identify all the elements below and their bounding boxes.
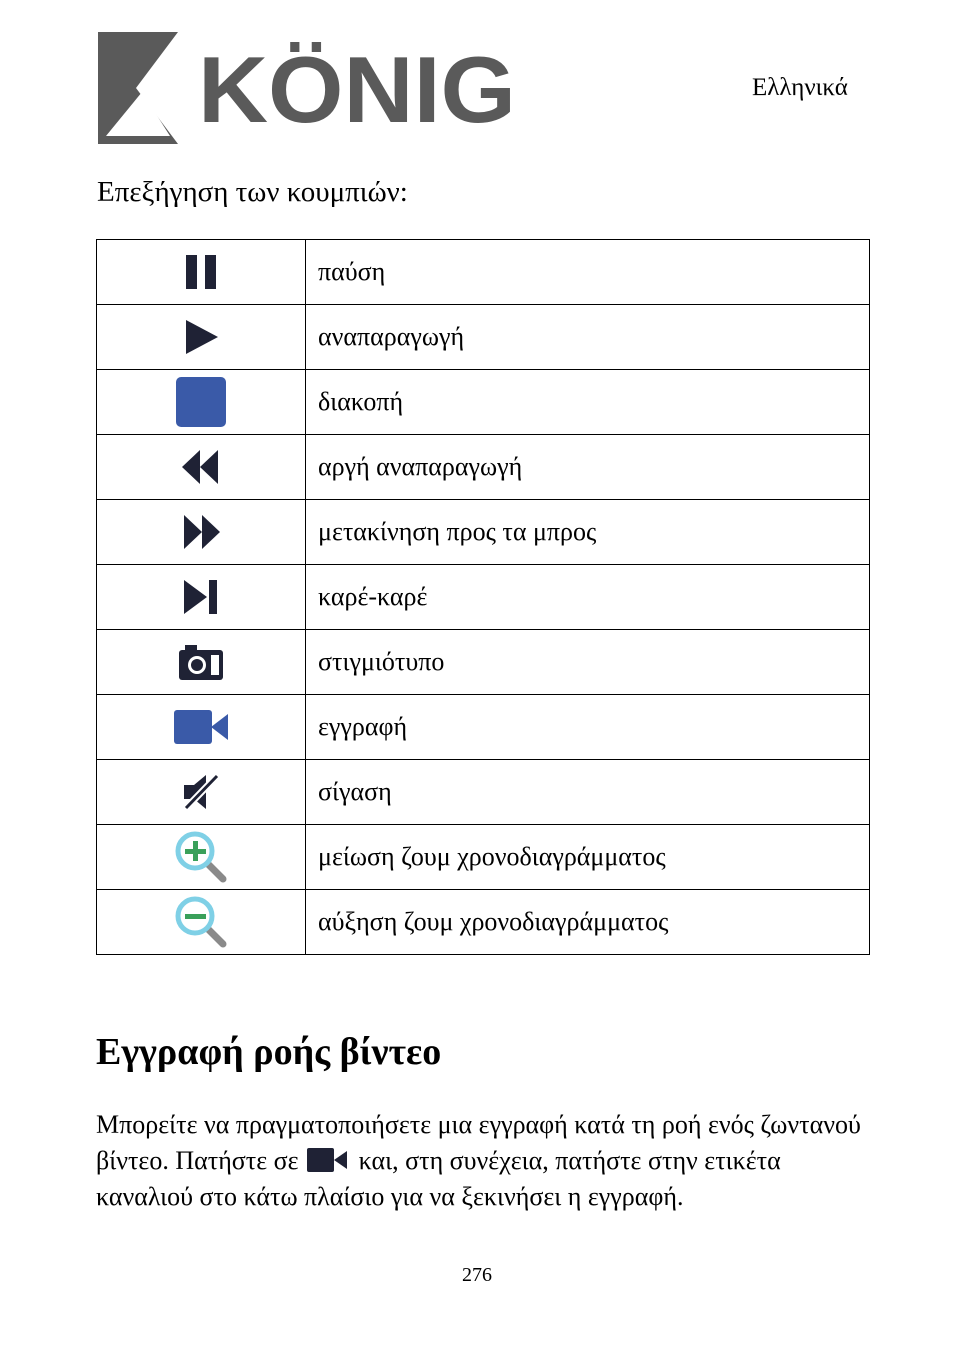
fast-forward-icon: [181, 512, 221, 552]
rewind-icon: [181, 447, 221, 487]
button-legend-table: [96, 239, 870, 955]
video-camera-icon: [173, 707, 229, 747]
legend-label: μείωση ζουμ χρονοδιαγράμματος: [306, 825, 870, 890]
table-row: [97, 305, 870, 370]
table-row: [97, 760, 870, 825]
page-number: 276: [462, 1264, 492, 1286]
table-row: [97, 435, 870, 500]
step-forward-icon: [181, 577, 221, 617]
video-camera-icon: [307, 1147, 347, 1173]
stop-icon: [175, 376, 227, 428]
table-row: [97, 500, 870, 565]
legend-label: παύση: [306, 240, 870, 305]
table-row: [97, 825, 870, 890]
konig-logo: [98, 32, 518, 144]
section-paragraph: [96, 1107, 876, 1215]
legend-label: διακοπή: [306, 370, 870, 435]
paragraph-text-after: και, στη συνέχεια, πατήστε στην ετικέτα καναλιού στο κάτω πλαίσιο για να ξεκινήσει η εγγραφή.: [96, 1146, 781, 1211]
legend-label: στιγμιότυπο: [306, 630, 870, 695]
pause-icon: [181, 252, 221, 292]
paragraph-text-before: Μπορείτε να πραγματοποιήσετε μια εγγραφή κατά τη ροή ενός ζωντανού βίντεο. Πατήστε σε: [96, 1110, 861, 1175]
section-heading: Εγγραφή ροής βίντεο: [96, 1031, 442, 1073]
mute-icon: [181, 772, 221, 812]
table-row: [97, 695, 870, 760]
table-row: [97, 890, 870, 955]
table-row: [97, 565, 870, 630]
legend-label: σίγαση: [306, 760, 870, 825]
language-label: Ελληνικά: [752, 74, 848, 101]
legend-label: μετακίνηση προς τα μπρος: [306, 500, 870, 565]
buttons-intro-text: Επεξήγηση των κουμπιών:: [97, 176, 408, 208]
play-icon: [181, 317, 221, 357]
legend-label: αύξηση ζουμ χρονοδιαγράμματος: [306, 890, 870, 955]
legend-label: αναπαραγωγή: [306, 305, 870, 370]
zoom-in-icon: [174, 830, 228, 884]
camera-icon: [177, 642, 225, 682]
table-row: [97, 630, 870, 695]
legend-label: καρέ-καρέ: [306, 565, 870, 630]
brand-wordmark: KÖNIG: [198, 37, 516, 142]
table-row: [97, 370, 870, 435]
legend-label: αργή αναπαραγωγή: [306, 435, 870, 500]
zoom-out-icon: [174, 895, 228, 949]
table-row: [97, 240, 870, 305]
legend-label: εγγραφή: [306, 695, 870, 760]
